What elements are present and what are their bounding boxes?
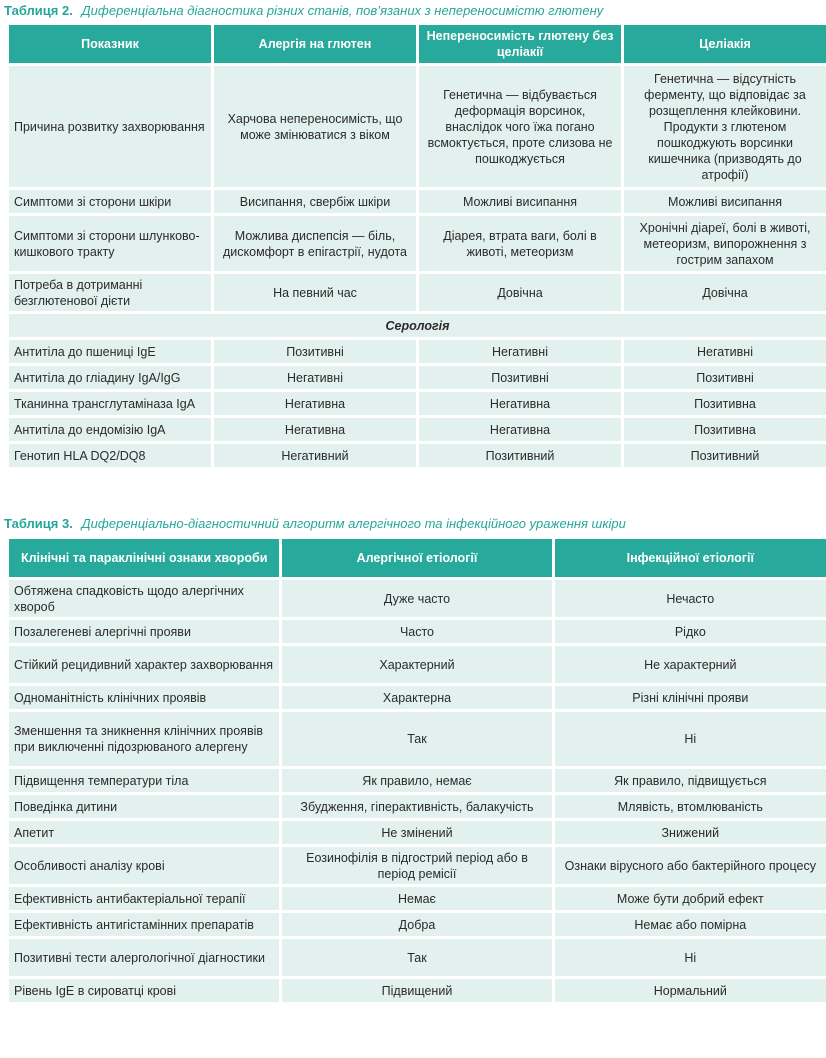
section-label: Серологія: [9, 314, 826, 337]
table-cell: Обтяжена спадковість щодо алергічних хвороб: [9, 580, 279, 617]
table-cell: Одноманітність клінічних проявів: [9, 686, 279, 709]
table-cell: Часто: [282, 620, 551, 643]
table-2-header-cell: Целіакія: [624, 25, 826, 63]
table-cell: Довічна: [419, 274, 621, 311]
table-row: [9, 769, 826, 792]
table-cell: Поведінка дитини: [9, 795, 279, 818]
table-cell: Стійкий рецидивний характер захворювання: [9, 646, 279, 683]
table-cell: Генетична — відбувається деформація ворсинок, внаслідок чого їжа погано всмоктується, проте слизова не пошкоджується: [419, 66, 621, 187]
table-cell: Позитивний: [624, 444, 826, 467]
table-cell: Хронічні діареї, болі в животі, метеоризм, випорожнення з гострим запахом: [624, 216, 826, 271]
table-3-caption-number: Таблиця 3.: [4, 516, 73, 531]
table-row: [9, 190, 826, 213]
table-cell: Позалегеневі алергічні прояви: [9, 620, 279, 643]
table-cell: Можливі висипання: [624, 190, 826, 213]
table-cell: Антитіла до пшениці IgE: [9, 340, 211, 363]
table-2-header-cell: Непереносимість глютену без целіакії: [419, 25, 621, 63]
table-cell: Позитивна: [624, 392, 826, 415]
table-cell: Висипання, свербіж шкіри: [214, 190, 416, 213]
table-row: [9, 712, 826, 766]
table-cell: Як правило, підвищується: [555, 769, 826, 792]
table-cell: Позитивні тести алергологічної діагностики: [9, 939, 279, 976]
table-2-caption: [4, 3, 603, 19]
table-cell: Може бути добрий ефект: [555, 887, 826, 910]
table-3-header-cell: Клінічні та параклінічні ознаки хвороби: [9, 539, 279, 577]
table-cell: Негативна: [214, 392, 416, 415]
table-row: [9, 340, 826, 363]
table-cell: Негативна: [419, 392, 621, 415]
table-row: [9, 847, 826, 884]
table-cell: Особливості аналізу крові: [9, 847, 279, 884]
table-row: [9, 887, 826, 910]
table-cell: Еозинофілія в підгострий період або в період ремісії: [282, 847, 551, 884]
table-cell: Дуже часто: [282, 580, 551, 617]
table-cell: Нормальний: [555, 979, 826, 1002]
table-cell: Ефективність антибактеріальної терапії: [9, 887, 279, 910]
table-row: [9, 392, 826, 415]
table-cell: Знижений: [555, 821, 826, 844]
table-cell: Так: [282, 712, 551, 766]
table-cell: Апетит: [9, 821, 279, 844]
table-3-header-cell: Інфекційної етіології: [555, 539, 826, 577]
table-3-caption: [4, 516, 626, 532]
table-cell: Млявість, втомлюваність: [555, 795, 826, 818]
table-cell: Позитивний: [419, 444, 621, 467]
table-row: [9, 620, 826, 643]
table-row: [9, 274, 826, 311]
table-cell: Можлива диспепсія — біль, дискомфорт в епігастрії, нудота: [214, 216, 416, 271]
table-cell: Так: [282, 939, 551, 976]
table-cell: Різні клінічні прояви: [555, 686, 826, 709]
table-cell: Антитіла до гліадину IgA/IgG: [9, 366, 211, 389]
table-cell: Характерний: [282, 646, 551, 683]
table-cell: Негативна: [419, 418, 621, 441]
table-cell: Підвищений: [282, 979, 551, 1002]
table-cell: Потреба в дотриманні безглютенової дієти: [9, 274, 211, 311]
table-cell: Ні: [555, 712, 826, 766]
table-row: [9, 580, 826, 617]
table-cell: Антитіла до ендомізію IgA: [9, 418, 211, 441]
table-cell: Ефективність антигістамінних препаратів: [9, 913, 279, 936]
table-row: [9, 366, 826, 389]
table-row: [9, 939, 826, 976]
table-cell: Позитивна: [624, 418, 826, 441]
table-cell: Зменшення та зникнення клінічних проявів при виключенні підозрюваного алергену: [9, 712, 279, 766]
table-2-header-cell: Показник: [9, 25, 211, 63]
table-cell: Позитивні: [624, 366, 826, 389]
table-row: [9, 646, 826, 683]
table-cell: Ні: [555, 939, 826, 976]
table-2-caption-text: Диференціальна діагностика різних станів, пов’язаних з непереносимістю глютену: [81, 3, 604, 18]
table-2-header-row: [9, 25, 826, 63]
table-cell: Генетична — відсутність ферменту, що відповідає за розщеплення клейковини. Продукти з глютеном пошкоджують ворсинки кишечника (призводять до атрофії): [624, 66, 826, 187]
table-cell: Збудження, гіперактивність, балакучість: [282, 795, 551, 818]
table-3-caption-text: Диференціально-діагностичний алгоритм алергічного та інфекційного ураження шкіри: [81, 516, 626, 531]
table-cell: Немає або помірна: [555, 913, 826, 936]
table-cell: Рівень IgE в сироватці крові: [9, 979, 279, 1002]
table-cell: Тканинна трансглутаміназа IgA: [9, 392, 211, 415]
table-row: [9, 913, 826, 936]
table-cell: Причина розвитку захворювання: [9, 66, 211, 187]
table-cell: Не змінений: [282, 821, 551, 844]
section-row: [9, 314, 826, 337]
table-row: [9, 216, 826, 271]
table-cell: Рідко: [555, 620, 826, 643]
table-3: [6, 536, 826, 1005]
table-cell: Негативні: [624, 340, 826, 363]
table-cell: Харчова непереносимість, що може змінюватися з віком: [214, 66, 416, 187]
table-cell: Негативний: [214, 444, 416, 467]
table-cell: Ознаки вірусного або бактерійного процесу: [555, 847, 826, 884]
table-cell: Добра: [282, 913, 551, 936]
table-row: [9, 979, 826, 1002]
table-cell: Негативні: [214, 366, 416, 389]
table-cell: Як правило, немає: [282, 769, 551, 792]
table-cell: Негативна: [214, 418, 416, 441]
table-row: [9, 444, 826, 467]
table-cell: Симптоми зі сторони шкіри: [9, 190, 211, 213]
table-2: [6, 22, 826, 470]
table-row: [9, 821, 826, 844]
table-cell: Не характерний: [555, 646, 826, 683]
table-cell: Підвищення температури тіла: [9, 769, 279, 792]
table-cell: На певний час: [214, 274, 416, 311]
table-cell: Генотип HLA DQ2/DQ8: [9, 444, 211, 467]
table-cell: Немає: [282, 887, 551, 910]
table-cell: Довічна: [624, 274, 826, 311]
table-cell: Характерна: [282, 686, 551, 709]
table-cell: Позитивні: [214, 340, 416, 363]
table-cell: Симптоми зі сторони шлунково-кишкового тракту: [9, 216, 211, 271]
table-cell: Негативні: [419, 340, 621, 363]
table-row: [9, 686, 826, 709]
table-3-header-row: [9, 539, 826, 577]
table-row: [9, 66, 826, 187]
table-cell: Позитивні: [419, 366, 621, 389]
table-cell: Нечасто: [555, 580, 826, 617]
table-2-caption-number: Таблиця 2.: [4, 3, 73, 18]
table-cell: Діарея, втрата ваги, болі в животі, метеоризм: [419, 216, 621, 271]
table-cell: Можливі висипання: [419, 190, 621, 213]
table-row: [9, 418, 826, 441]
table-3-header-cell: Алергічної етіології: [282, 539, 551, 577]
table-2-header-cell: Алергія на глютен: [214, 25, 416, 63]
table-row: [9, 795, 826, 818]
